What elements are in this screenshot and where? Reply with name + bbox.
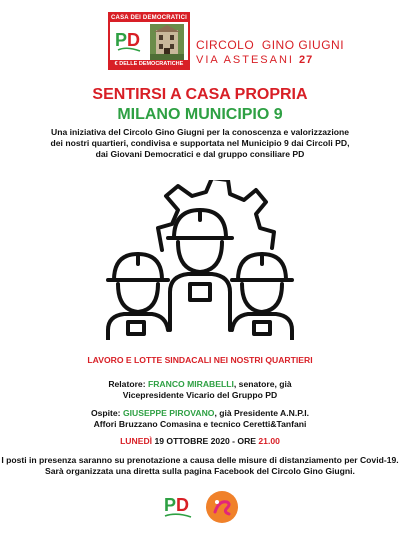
logo-top-band: CASA DEI DEMOCRATICI <box>111 15 187 21</box>
casa-democratici-logo <box>108 12 190 70</box>
relatore-name: FRANCO MIRABELLI <box>147 379 234 389</box>
ospite-info: Ospite: GIUSEPPE PIROVANO, già Presidente A.N.P.I. Affori Bruzzano Comasina e tecnico Ceretti&Tanfani <box>90 408 310 429</box>
page-subtitle: MILANO MUNICIPIO 9 <box>117 106 283 123</box>
svg-text:D: D <box>176 495 189 515</box>
covid-notice: I posti in presenza saranno su prenotazione a causa delle misure di distanziamento per Covid-19. Sarà organizzata una diretta sulla pagina Facebook del Circolo Gino Giugni. <box>1 455 399 476</box>
building-photo-icon <box>150 24 184 60</box>
pd-logo-icon <box>162 490 194 524</box>
circolo-address: VIA ASTESANI 27 <box>196 54 314 66</box>
page-title: SENTIRSI A CASA PROPRIA <box>92 86 308 103</box>
relatore-info: Relatore: FRANCO MIRABELLI, senatore, già Vicepresidente Vicario del Gruppo PD <box>108 379 292 400</box>
intro-text: Una iniziativa del Circolo Gino Giugni per la conoscenza e valorizzazione dei nostri quartieri, condivisa e supportata nel Municipio 9 dai Circoli PD, dai Giovani Democratici e dal gruppo consiliare PD <box>50 127 350 159</box>
svg-text:D: D <box>127 30 140 50</box>
logo-bottom-band: € DELLE DEMOCRATICHE <box>110 60 188 68</box>
svg-text:P: P <box>115 30 128 50</box>
workers-gear-icon <box>100 180 300 340</box>
giovani-democratici-logo-icon <box>205 490 239 524</box>
ospite-name: GIUSEPPE PIROVANO <box>122 408 215 418</box>
circolo-name: CIRCOLO GINO GIUGNI <box>196 38 345 52</box>
pd-logo-icon <box>114 26 144 56</box>
event-date: LUNEDÌ 19 OTTOBRE 2020 - ORE 21.00 <box>120 436 280 446</box>
svg-text:P: P <box>164 495 177 515</box>
event-topic: LAVORO E LOTTE SINDACALI NEI NOSTRI QUARTIERI <box>87 355 313 365</box>
